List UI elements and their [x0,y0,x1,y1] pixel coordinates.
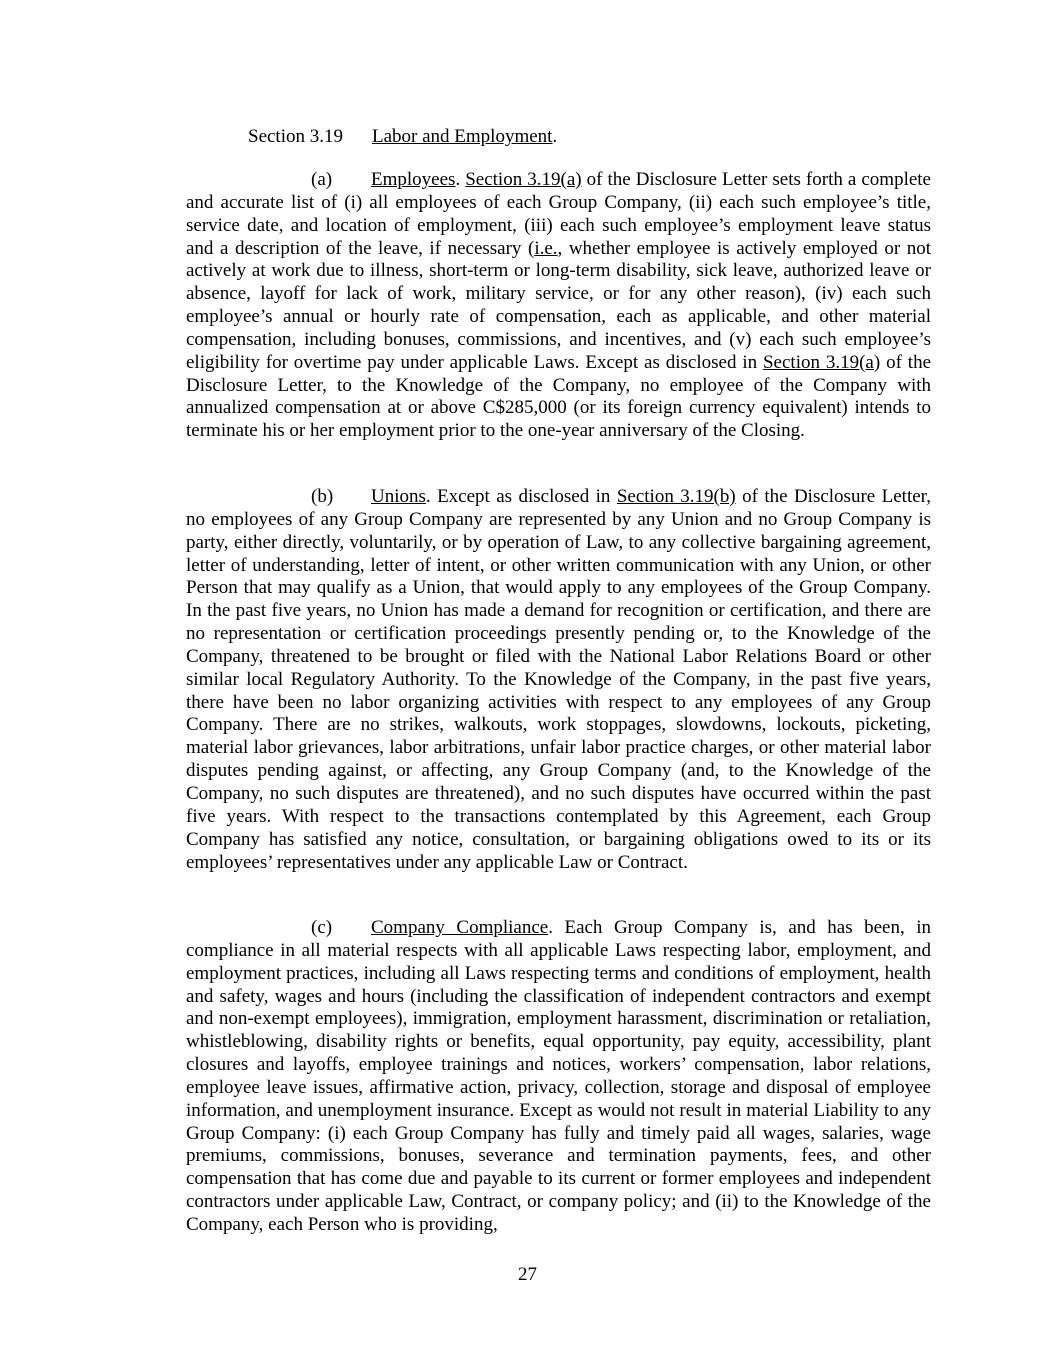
section-reference: Section 3.19(b) [616,486,736,507]
paragraph-heading: Unions [371,486,426,507]
paragraph-label: (c) [311,917,333,938]
paragraph-text: of the Disclosure Letter, to the Knowledge of the Company, no employee of the Company with annualized compensation at or above C$285,000 (or its foreign currency equivalent) intends to terminate his or her employment prior to the one-year anniversary of the Closing. [186,351,932,442]
paragraph-c-company-compliance [186,917,931,1237]
paragraph-label: (a) [311,169,333,190]
paragraph-a-employees [186,169,931,443]
ie-abbreviation: i.e. [534,237,558,259]
paragraph-text: , whether employee is actively employed or not actively at work due to illness, short-term or long-term disability, sick leave, authorized leave or absence, layoff for lack of work, military service, or for any other reason), (iv) each such employee’s annual or hourly rate of compensation, each as applicable, and other material compensation, including bonuses, commissions, and incentives, and (v) each such employee’s eligibility for overtime pay under applicable Laws. Except as disclosed in [186,237,931,373]
paragraph-heading: Employees [371,169,456,190]
section-title: Labor and Employment [372,126,553,147]
paragraph-text: . Each Group Company is, and has been, in compliance in all material respects with all applicable Laws respecting labor, employment, and employment practices, including all Laws respecting terms and conditions of employment, health and safety, wages and hours (including the classification of independent contractors and exempt and non-exempt employees), immigration, employment harassment, discrimination or retaliation, whistleblowing, disability rights or benefits, equal opportunity, pay equity, accessibility, plant closures and layoffs, employee trainings and notices, workers’ compensation, labor relations, employee leave issues, affirmative action, privacy, collection, storage and disposal of employee information, and unemployment insurance. Except as would not result in material Liability to any Group Company: (i) each Group Company has fully and timely paid all wages, salaries, wage premiums, commissions, bonuses, severance and termination payments, fees, and other compensation that has come due and payable to its current or former employees and independent contractors under applicable Law, Contract, or company policy; and (ii) to the Knowledge of the Company, each Person who is providing, [186,917,931,1235]
section-reference: Section 3.19(a) [465,169,582,190]
paragraph-text: of the Disclosure Letter, no employees of any Group Company are represented by any Union and no Group Company is party, either directly, voluntarily, or by operation of Law, to any collective bargaining agreement, letter of understanding, letter of intent, or other written communication with any Union, or other Person that may qualify as a Union, that would apply to any employees of the Group Company. In the past five years, no Union has made a demand for recognition or certification, and there are no representation or certification proceedings presently pending or, to the Knowledge of the Company, threatened to be brought or filed with the National Labor Relations Board or other similar local Regulatory Authority. To the Knowledge of the Company, in the past five years, there have been no labor organizing activities with respect to any employees of any Group Company. There are no strikes, walkouts, work stoppages, slowdowns, lockouts, picketing, material labor grievances, labor arbitrations, unfair labor practice charges, or other material labor disputes pending against, or affecting, any Group Company (and, to the Knowledge of the Company, no such disputes are threatened), and no such disputes have occurred within the past five years. With respect to the transactions contemplated by this Agreement, each Group Company has satisfied any notice, consultation, or bargaining obligations owed to its or its employees’ representatives under any applicable Law or Contract. [186,486,931,873]
paragraph-text: . Except as disclosed in [425,486,617,507]
page-number: 27 [518,1264,537,1285]
paragraph-text: . [455,169,466,190]
paragraph-b-unions [186,486,931,874]
paragraph-label: (b) [311,486,334,507]
section-reference: Section 3.19(a) [762,351,881,373]
section-number: Section 3.19 [248,126,343,147]
paragraph-heading: Company Compliance [371,917,549,938]
section-title-suffix: . [552,126,558,147]
section-heading [248,125,557,148]
paragraph-text: of the Disclosure Letter sets forth a complete and accurate list of (i) all employees of each Group Company, (ii) each such employee’s title, service date, and location of employment, (iii) each such employee’s employment leave status and a description of the leave, if necessary ( [186,169,931,259]
